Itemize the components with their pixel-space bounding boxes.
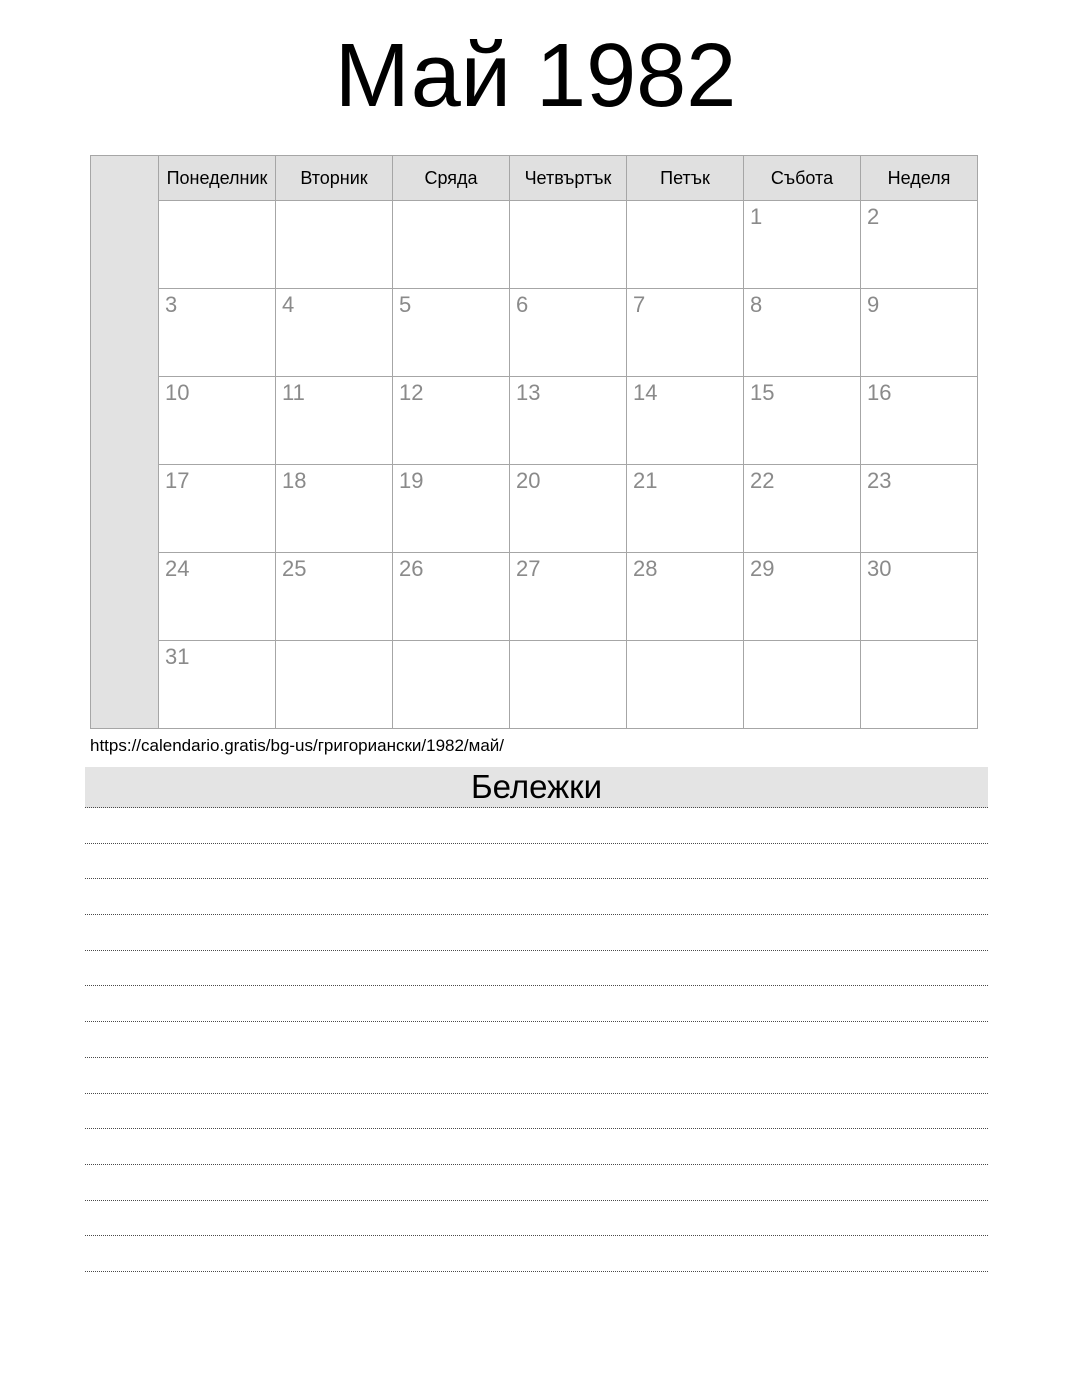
note-lines-area (85, 808, 988, 1272)
week-row-6 (91, 641, 978, 729)
day-cell-5: 5 (393, 289, 510, 377)
day-cell-2: 2 (861, 201, 978, 289)
day-cell-empty (276, 641, 393, 729)
day-cell-8: 8 (744, 289, 861, 377)
note-line (85, 986, 988, 1022)
weekday-header-4: Четвъртък (510, 156, 627, 201)
day-cell-empty (627, 641, 744, 729)
note-line (85, 1094, 988, 1130)
note-line (85, 1165, 988, 1201)
day-cell-27: 27 (510, 553, 627, 641)
day-cell-15: 15 (744, 377, 861, 465)
day-cell-empty (276, 201, 393, 289)
weekday-header-1: Понеделник (159, 156, 276, 201)
day-cell-20: 20 (510, 465, 627, 553)
day-cell-12: 12 (393, 377, 510, 465)
day-cell-6: 6 (510, 289, 627, 377)
note-line (85, 844, 988, 880)
source-url-text: https://calendario.gratis/bg-us/григориански/1982/май/ (90, 736, 505, 755)
day-cell-4: 4 (276, 289, 393, 377)
weekday-header-6: Събота (744, 156, 861, 201)
week-row-5 (91, 553, 978, 641)
note-line (85, 1201, 988, 1237)
day-cell-26: 26 (393, 553, 510, 641)
calendar-table (90, 155, 978, 729)
day-cell-3: 3 (159, 289, 276, 377)
day-cell-23: 23 (861, 465, 978, 553)
day-cell-empty (510, 201, 627, 289)
day-cell-22: 22 (744, 465, 861, 553)
note-line (85, 1129, 988, 1165)
day-cell-9: 9 (861, 289, 978, 377)
week-row-3 (91, 377, 978, 465)
note-line (85, 808, 988, 844)
day-cell-empty (627, 201, 744, 289)
day-cell-29: 29 (744, 553, 861, 641)
day-cell-16: 16 (861, 377, 978, 465)
note-line (85, 1236, 988, 1272)
day-cell-7: 7 (627, 289, 744, 377)
day-cell-empty (510, 641, 627, 729)
day-cell-empty (393, 201, 510, 289)
day-cell-24: 24 (159, 553, 276, 641)
note-line (85, 951, 988, 987)
notes-section (85, 767, 988, 1272)
day-cell-19: 19 (393, 465, 510, 553)
day-cell-18: 18 (276, 465, 393, 553)
day-cell-21: 21 (627, 465, 744, 553)
day-cell-empty (159, 201, 276, 289)
note-line (85, 915, 988, 951)
week-row-1 (91, 201, 978, 289)
note-line (85, 879, 988, 915)
day-cell-31: 31 (159, 641, 276, 729)
day-cell-28: 28 (627, 553, 744, 641)
note-line (85, 1022, 988, 1058)
day-cell-empty (861, 641, 978, 729)
day-cell-14: 14 (627, 377, 744, 465)
week-row-4 (91, 465, 978, 553)
day-cell-empty (744, 641, 861, 729)
weekday-header-7: Неделя (861, 156, 978, 201)
day-cell-13: 13 (510, 377, 627, 465)
day-cell-empty (393, 641, 510, 729)
notes-title: Бележки (470, 768, 603, 805)
day-cell-25: 25 (276, 553, 393, 641)
notes-header (85, 767, 988, 808)
note-line (85, 1058, 988, 1094)
day-cell-11: 11 (276, 377, 393, 465)
month-title: Май 1982 (334, 26, 737, 126)
weekday-header-2: Вторник (276, 156, 393, 201)
day-cell-17: 17 (159, 465, 276, 553)
calendar-left-spacer (91, 156, 159, 729)
weekday-header-3: Сряда (393, 156, 510, 201)
day-cell-10: 10 (159, 377, 276, 465)
weekday-header-5: Петък (627, 156, 744, 201)
week-row-2 (91, 289, 978, 377)
day-cell-1: 1 (744, 201, 861, 289)
weekday-header-row (91, 156, 978, 201)
day-cell-30: 30 (861, 553, 978, 641)
